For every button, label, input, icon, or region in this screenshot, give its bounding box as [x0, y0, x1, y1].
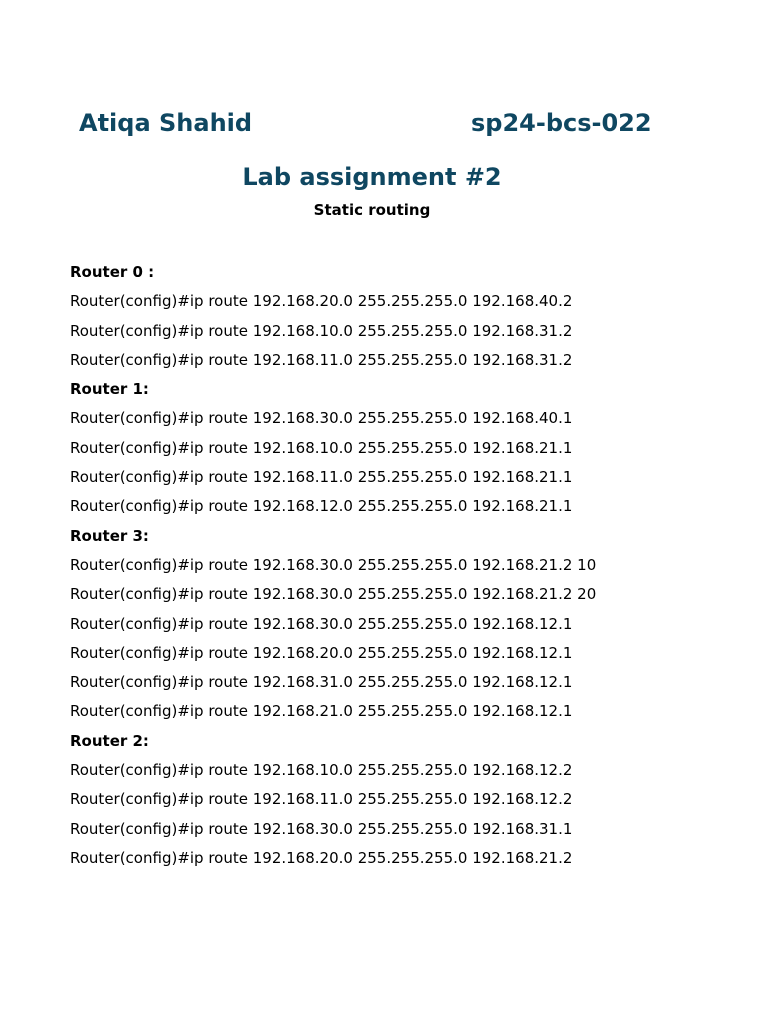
route-command: Router(config)#ip route 192.168.11.0 255.255.255.0 192.168.31.2	[70, 350, 573, 369]
routing-commands	[70, 258, 750, 873]
route-command: Router(config)#ip route 192.168.30.0 255.255.255.0 192.168.40.1	[70, 409, 573, 428]
router-heading: Router 1:	[70, 380, 149, 399]
route-command: Router(config)#ip route 192.168.20.0 255.255.255.0 192.168.21.2	[70, 848, 573, 867]
route-command: Router(config)#ip route 192.168.30.0 255.255.255.0 192.168.21.2 20	[70, 585, 597, 604]
route-command: Router(config)#ip route 192.168.11.0 255.255.255.0 192.168.12.2	[70, 790, 573, 809]
author-name: Atiqa Shahid	[79, 109, 253, 137]
route-command: Router(config)#ip route 192.168.11.0 255.255.255.0 192.168.21.1	[70, 468, 573, 487]
route-command: Router(config)#ip route 192.168.10.0 255.255.255.0 192.168.21.1	[70, 438, 573, 457]
page-title: Lab assignment #2	[242, 163, 502, 191]
route-command: Router(config)#ip route 192.168.21.0 255.255.255.0 192.168.12.1	[70, 702, 573, 721]
route-command: Router(config)#ip route 192.168.10.0 255.255.255.0 192.168.12.2	[70, 761, 573, 780]
route-command: Router(config)#ip route 192.168.20.0 255.255.255.0 192.168.12.1	[70, 643, 573, 662]
route-command: Router(config)#ip route 192.168.10.0 255.255.255.0 192.168.31.2	[70, 321, 573, 340]
route-command: Router(config)#ip route 192.168.30.0 255.255.255.0 192.168.21.2 10	[70, 555, 597, 574]
router-heading: Router 0 :	[70, 263, 155, 281]
router-heading: Router 3:	[70, 526, 149, 545]
page-subtitle: Static routing	[313, 201, 431, 219]
student-id: sp24-bcs-022	[471, 109, 652, 137]
route-command: Router(config)#ip route 192.168.30.0 255.255.255.0 192.168.12.1	[70, 614, 573, 633]
route-command: Router(config)#ip route 192.168.31.0 255.255.255.0 192.168.12.1	[70, 673, 573, 692]
route-command: Router(config)#ip route 192.168.20.0 255.255.255.0 192.168.40.2	[70, 292, 573, 311]
router-heading: Router 2:	[70, 731, 149, 750]
route-command: Router(config)#ip route 192.168.30.0 255.255.255.0 192.168.31.1	[70, 819, 573, 838]
route-command: Router(config)#ip route 192.168.12.0 255.255.255.0 192.168.21.1	[70, 497, 573, 516]
